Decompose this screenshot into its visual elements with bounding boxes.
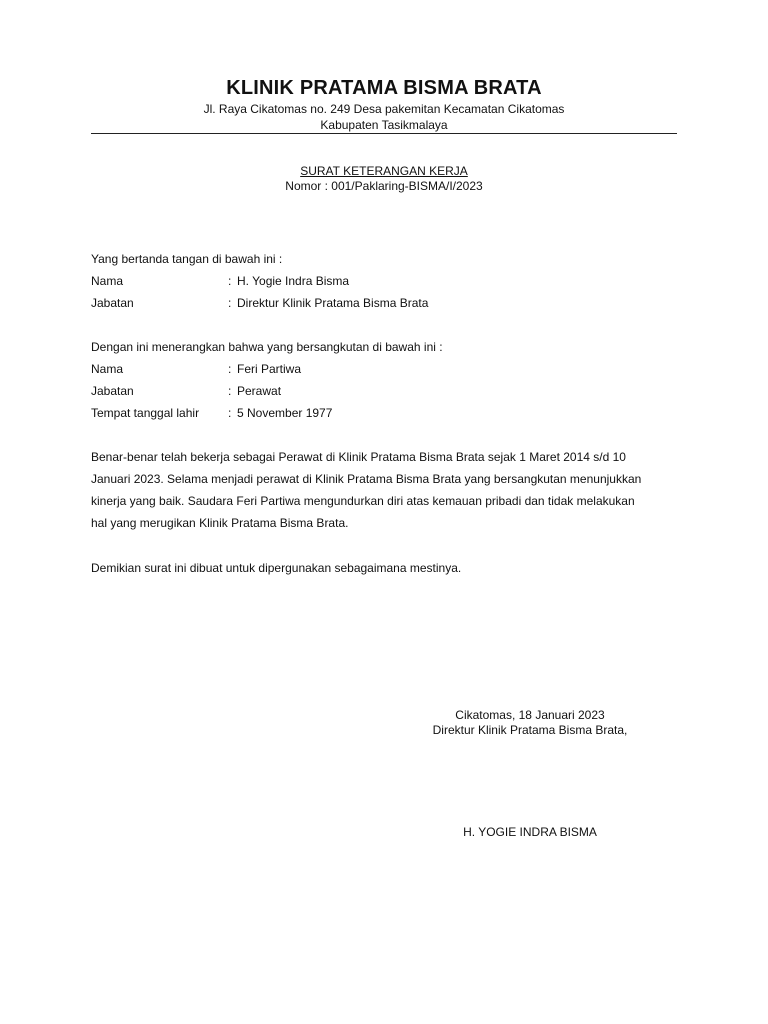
letter-title: SURAT KETERANGAN KERJA [300, 164, 468, 178]
field-colon: : [228, 274, 232, 288]
body-line: hal yang merugikan Klinik Pratama Bisma Brata. [91, 516, 349, 530]
header-divider [91, 133, 677, 134]
field-colon: : [228, 384, 232, 398]
signature-position: Direktur Klinik Pratama Bisma Brata, [432, 723, 628, 737]
field-value: H. Yogie Indra Bisma [237, 274, 350, 288]
body-paragraph [91, 446, 677, 534]
field-value: Feri Partiwa [237, 362, 302, 376]
signature-name: H. YOGIE INDRA BISMA [463, 825, 597, 839]
clinic-address-line-1: Jl. Raya Cikatomas no. 249 Desa pakemitan Kecamatan Cikatomas [203, 102, 565, 116]
field-value: Perawat [237, 384, 282, 398]
clinic-address-line-2: Kabupaten Tasikmalaya [320, 118, 448, 132]
signature-place-date: Cikatomas, 18 Januari 2023 [455, 708, 605, 722]
body-line: Benar-benar telah bekerja sebagai Perawat di Klinik Pratama Bisma Brata sejak 1 Maret 2014 s/d 10 [91, 450, 626, 464]
body-line: kinerja yang baik. Saudara Feri Partiwa mengundurkan diri atas kemauan pribadi dan tidak melakukan [91, 494, 635, 508]
letter-number: Nomor : 001/Paklaring-BISMA/I/2023 [285, 179, 483, 193]
employee-intro: Dengan ini menerangkan bahwa yang bersangkutan di bawah ini : [91, 340, 443, 354]
clinic-title: KLINIK PRATAMA BISMA BRATA [226, 77, 542, 99]
field-colon: : [228, 362, 232, 376]
field-colon: : [228, 406, 232, 420]
field-label: Jabatan [91, 384, 134, 398]
field-label: Jabatan [91, 296, 134, 310]
body-line: Januari 2023. Selama menjadi perawat di Klinik Pratama Bisma Brata yang bersangkutan menunjukkan [91, 472, 642, 486]
field-label: Nama [91, 274, 124, 288]
closing-statement: Demikian surat ini dibuat untuk dipergunakan sebagaimana mestinya. [91, 561, 462, 575]
field-label: Tempat tanggal lahir [91, 406, 200, 420]
field-value: 5 November 1977 [237, 406, 333, 420]
signatory-intro: Yang bertanda tangan di bawah ini : [91, 252, 283, 266]
field-value: Direktur Klinik Pratama Bisma Brata [237, 296, 429, 310]
field-colon: : [228, 296, 232, 310]
field-label: Nama [91, 362, 124, 376]
